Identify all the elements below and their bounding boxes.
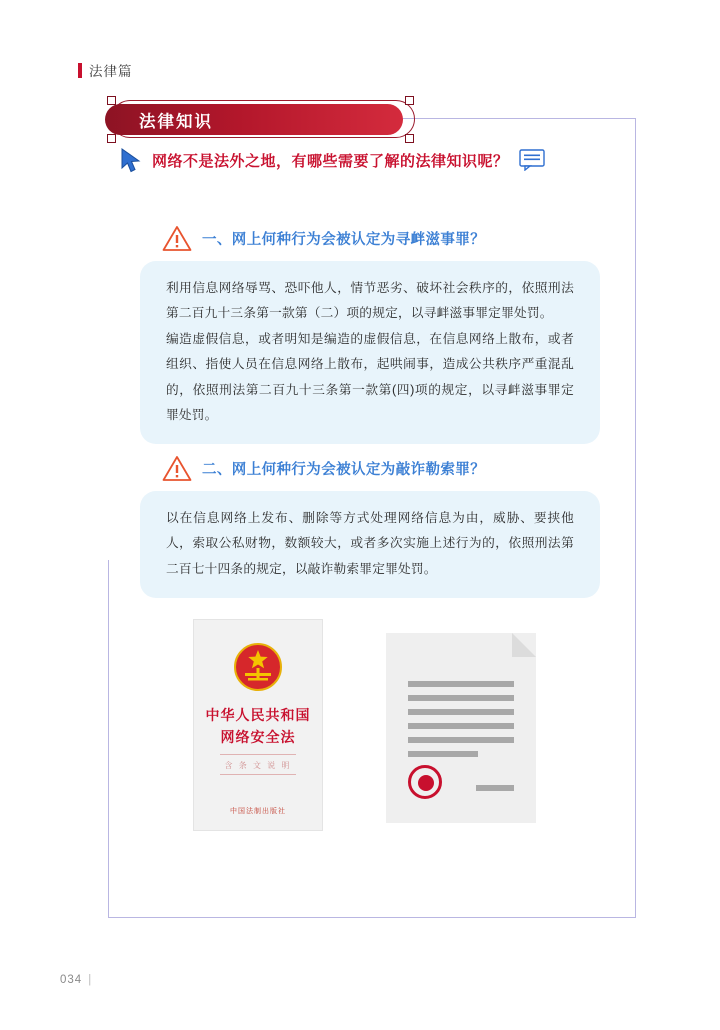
book-rule-bottom <box>220 774 296 775</box>
banner-fill <box>105 104 403 135</box>
qa-2-title: 二、网上何种行为会被认定为敲诈勒索罪？ <box>202 462 486 478</box>
chat-bubble-icon <box>519 149 547 171</box>
warning-triangle-icon <box>162 225 192 252</box>
illustration <box>186 615 551 840</box>
book-rule-top <box>220 754 296 755</box>
chapter-label: 法律篇 <box>89 64 133 79</box>
warning-triangle-icon <box>162 455 192 482</box>
qa-2-body <box>140 491 600 598</box>
qa-1-paragraph-1: 利用信息网络辱骂、恐吓他人，情节恶劣、破坏社会秩序的，依照刑法第二百九十三条第一款第（二）项的规定，以寻衅滋事罪定罪处罚。 <box>166 281 574 321</box>
cursor-arrow-icon <box>118 146 144 174</box>
qa-1-body <box>140 261 600 444</box>
national-emblem-icon <box>231 640 285 694</box>
qa-block-1 <box>140 225 600 444</box>
document-text-line <box>408 723 514 729</box>
qa-1-title: 一、网上何种行为会被认定为寻衅滋事罪？ <box>202 232 486 248</box>
document-text-line <box>476 785 514 791</box>
qa-2-header <box>162 455 600 482</box>
intro-question-row <box>118 146 598 174</box>
banner-corner-top-right <box>405 96 414 105</box>
qa-2-paragraph-1: 以在信息网络上发布、删除等方式处理网络信息为由，威胁、要挟他人，索取公私财物，数额较大，或者多次实施上述行为的，依照刑法第二百七十四条的规定，以敲诈勒索罪定罪处罚。 <box>166 511 574 576</box>
document-with-seal <box>386 633 536 823</box>
page-footer <box>60 974 92 986</box>
page-number: 034 <box>60 974 83 986</box>
header-accent-bar <box>78 63 82 78</box>
page-header <box>78 60 133 80</box>
book-title <box>194 706 322 749</box>
qa-1-header <box>162 225 600 252</box>
cybersecurity-law-book <box>194 620 322 830</box>
qa-1-paragraph-2: 编造虚假信息，或者明知是编造的虚假信息，在信息网络上散布，或者组织、指使人员在信息网络上散布，起哄闹事，造成公共秩序严重混乱的，依照刑法第二百九十三条第一款第(四)项的规定，以寻衅滋事罪定罪处罚。 <box>166 331 574 423</box>
qa-block-2 <box>140 455 600 598</box>
footer-divider: | <box>88 974 93 986</box>
document-text-line <box>408 751 478 757</box>
banner-corner-top-left <box>107 96 116 105</box>
book-title-line-2: 网络安全法 <box>220 730 296 746</box>
document-text-line <box>408 695 514 701</box>
banner-title: 法律知识 <box>139 112 213 131</box>
banner-corner-bottom-left <box>107 134 116 143</box>
document-text-line <box>408 709 514 715</box>
document-text-line <box>408 681 514 687</box>
section-banner <box>105 100 415 140</box>
document-text-line <box>408 737 514 743</box>
banner-corner-bottom-right <box>405 134 414 143</box>
book-title-line-1: 中华人民共和国 <box>205 709 311 724</box>
red-seal-icon <box>408 765 442 799</box>
red-seal-center <box>418 775 434 791</box>
book-publisher: 中国法制出版社 <box>230 808 286 815</box>
book-subtitle: 含 条 文 说 明 <box>224 761 292 770</box>
intro-question-text: 网络不是法外之地，有哪些需要了解的法律知识呢？ <box>152 152 509 170</box>
